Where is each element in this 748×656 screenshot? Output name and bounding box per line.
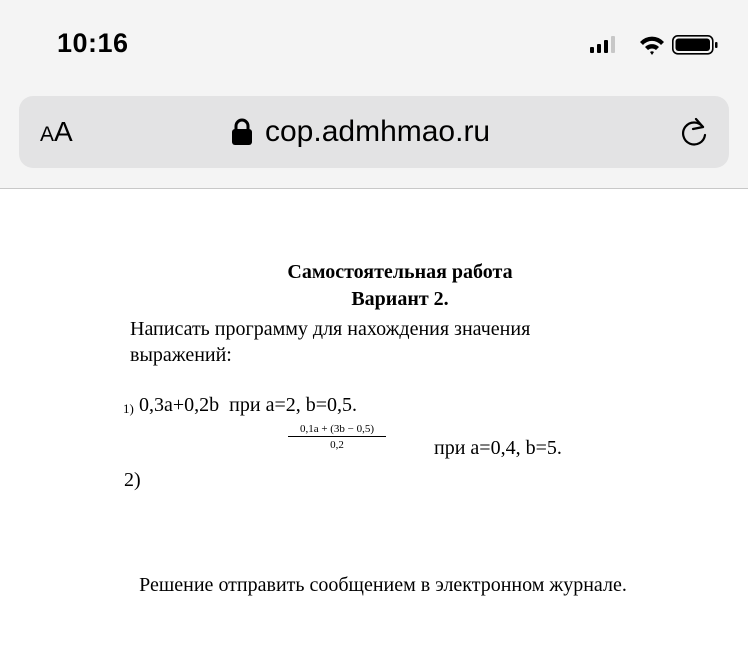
document-variant: Вариант 2. xyxy=(351,288,449,310)
signal-icon xyxy=(590,36,615,53)
url-text: cop.admhmao.ru xyxy=(265,115,491,148)
item2-condition: при a=0,4, b=5. xyxy=(434,437,562,459)
address-bar[interactable] xyxy=(19,96,729,168)
text-size-button[interactable]: AA xyxy=(40,116,73,147)
wifi-icon xyxy=(640,37,664,55)
status-time: 10:16 xyxy=(57,28,129,58)
fraction-denominator: 0,2 xyxy=(330,439,344,451)
item1-expression: 0,3a+0,2b при a=2, b=0,5. xyxy=(139,394,357,416)
task-text: Написать программу для нахождения значения выражений: xyxy=(130,318,531,366)
item2-fraction xyxy=(288,423,386,451)
status-icons xyxy=(590,33,720,57)
browser-chrome xyxy=(0,0,748,189)
battery-icon xyxy=(673,36,718,54)
url-field[interactable] xyxy=(231,115,490,149)
fraction-numerator: 0,1a + (3b − 0,5) xyxy=(288,423,386,437)
footer-text: Решение отправить сообщением в электронном журнале. xyxy=(139,574,627,596)
document-title: Самостоятельная работа xyxy=(287,261,513,283)
item2-number: 2) xyxy=(124,469,141,491)
lock-icon xyxy=(231,117,253,147)
item1-number: 1) xyxy=(123,401,134,416)
reload-icon[interactable] xyxy=(677,115,711,149)
